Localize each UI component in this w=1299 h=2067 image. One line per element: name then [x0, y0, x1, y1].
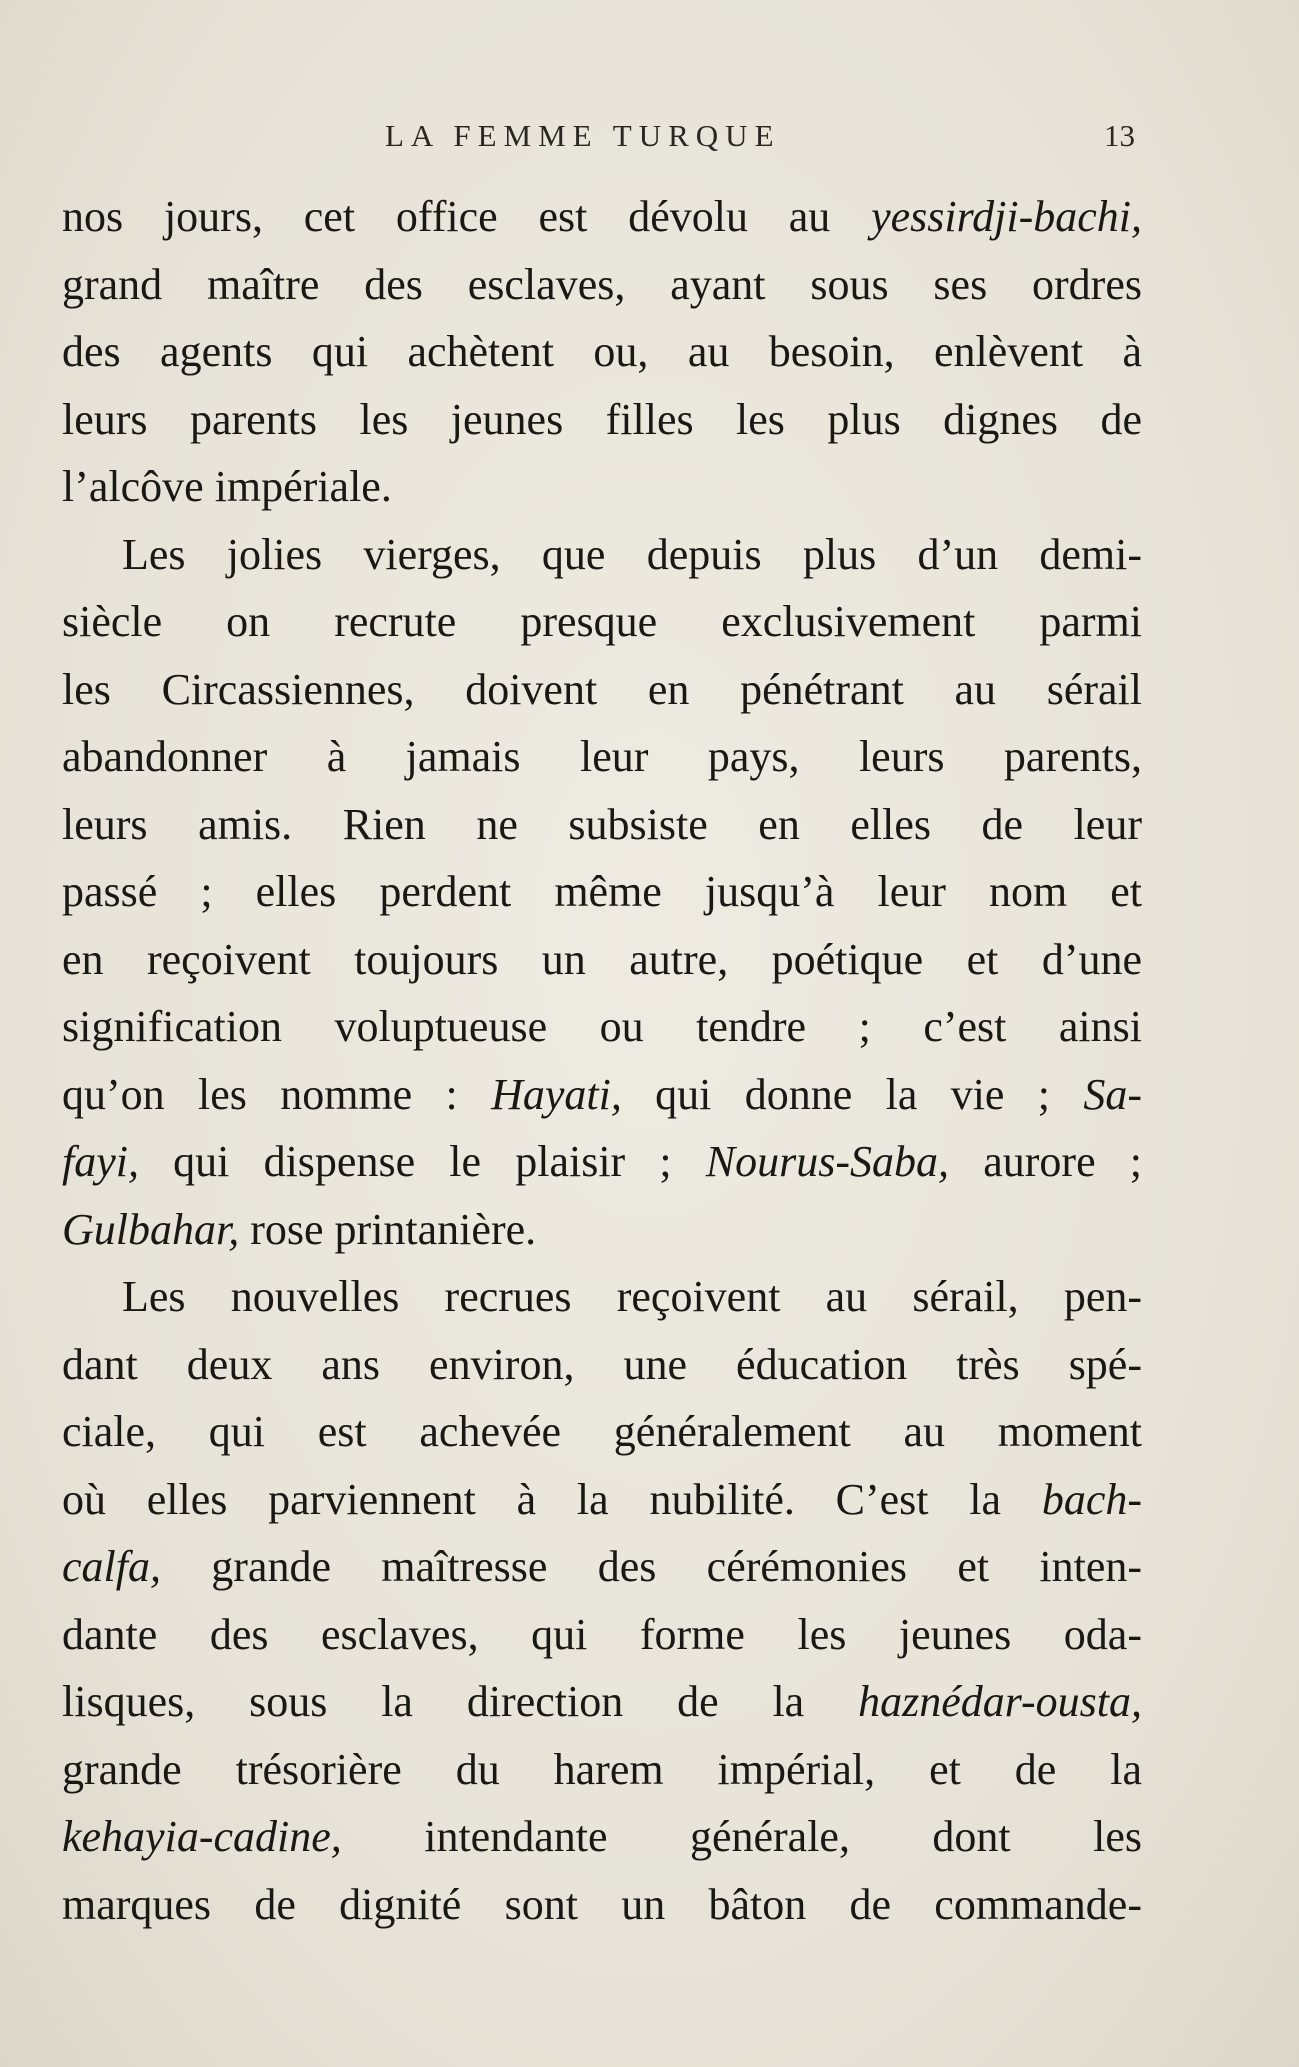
italic-run: haznédar-ousta, [858, 1677, 1142, 1726]
text-line [62, 183, 1142, 251]
text-run: intendante générale, dont les [341, 1812, 1142, 1861]
text-line [62, 723, 1142, 791]
italic-run: Gulbahar, [62, 1204, 240, 1254]
paragraph [62, 183, 1142, 521]
text-run: leurs parents les jeunes filles les plus dignes de [62, 394, 1142, 444]
text-run: Les jolies vierges, que depuis plus d’un demi- [122, 529, 1142, 579]
text-line [62, 1263, 1142, 1331]
body-text [62, 183, 1142, 1938]
text-run: ciale, qui est achevée généralement au moment [62, 1407, 1142, 1456]
text-run: dante des esclaves, qui forme les jeunes oda- [62, 1609, 1142, 1659]
italic-run: Nourus-Saba, [705, 1137, 950, 1186]
text-line [62, 1601, 1142, 1669]
text-line [62, 993, 1142, 1061]
text-run: l’alcôve impériale. [62, 462, 392, 511]
page-number: 13 [1104, 118, 1135, 153]
text-run: qu’on les nomme : [62, 1069, 492, 1119]
italic-run: yessirdji-bachi, [871, 192, 1142, 241]
text-line [62, 1871, 1142, 1939]
text-line [62, 386, 1142, 454]
text-line [62, 251, 1142, 319]
text-run: grande trésorière du harem impérial, et de la [62, 1744, 1142, 1794]
text-run: aurore ; [949, 1137, 1142, 1186]
paragraph [62, 521, 1142, 1264]
paragraph [62, 1263, 1142, 1938]
text-line [62, 1061, 1142, 1129]
text-line [62, 453, 1142, 521]
text-line [62, 791, 1142, 859]
text-run: grand maître des esclaves, ayant sous ses ordres [62, 259, 1142, 309]
text-line [62, 1533, 1142, 1601]
text-line [62, 521, 1142, 589]
text-run: dant deux ans environ, une éducation très spé- [62, 1339, 1142, 1389]
text-line [62, 1128, 1142, 1196]
text-run: où elles parviennent à la nubilité. C’est la [62, 1474, 1042, 1524]
text-run: en reçoivent toujours un autre, poétique et d’une [62, 934, 1142, 984]
text-run: qui donne la vie ; [621, 1069, 1084, 1119]
text-line [62, 858, 1142, 926]
text-run: signification voluptueuse ou tendre ; c’est ainsi [62, 1002, 1142, 1051]
text-run: qui dispense le plaisir ; [138, 1137, 706, 1186]
text-run: nos jours, cet office est dévolu au [62, 192, 872, 241]
italic-run: Hayati, [491, 1069, 622, 1119]
italic-run: bach- [1041, 1474, 1142, 1524]
running-head [0, 118, 1299, 162]
text-line [62, 318, 1142, 386]
running-title: LA FEMME TURQUE [385, 118, 781, 153]
text-run: passé ; elles perdent même jusqu’à leur nom et [62, 867, 1142, 916]
text-run: grande maîtresse des cérémonies et inten- [160, 1542, 1142, 1591]
text-run: marques de dignité sont un bâton de commande- [62, 1879, 1142, 1929]
text-line [62, 1398, 1142, 1466]
italic-run: fayi, [62, 1137, 139, 1186]
text-line [62, 1736, 1142, 1804]
italic-run: kehayia-cadine, [62, 1812, 342, 1861]
text-line [62, 926, 1142, 994]
italic-run: calfa, [62, 1542, 161, 1591]
text-run: des agents qui achètent ou, au besoin, enlèvent à [62, 327, 1142, 376]
text-line [62, 1196, 1142, 1264]
text-run: abandonner à jamais leur pays, leurs parents, [62, 732, 1142, 781]
italic-run: Sa- [1083, 1069, 1142, 1119]
text-line [62, 656, 1142, 724]
text-line [62, 588, 1142, 656]
text-line [62, 1466, 1142, 1534]
text-run: Les nouvelles recrues reçoivent au sérail, pen- [122, 1272, 1142, 1321]
text-run: lisques, sous la direction de la [62, 1677, 859, 1726]
text-run: les Circassiennes, doivent en pénétrant au sérail [62, 664, 1142, 714]
text-run: leurs amis. Rien ne subsiste en elles de leur [62, 799, 1142, 849]
text-run: rose printanière. [239, 1204, 537, 1254]
text-line [62, 1668, 1142, 1736]
text-line [62, 1803, 1142, 1871]
text-line [62, 1331, 1142, 1399]
text-run: siècle on recrute presque exclusivement parmi [62, 597, 1142, 646]
